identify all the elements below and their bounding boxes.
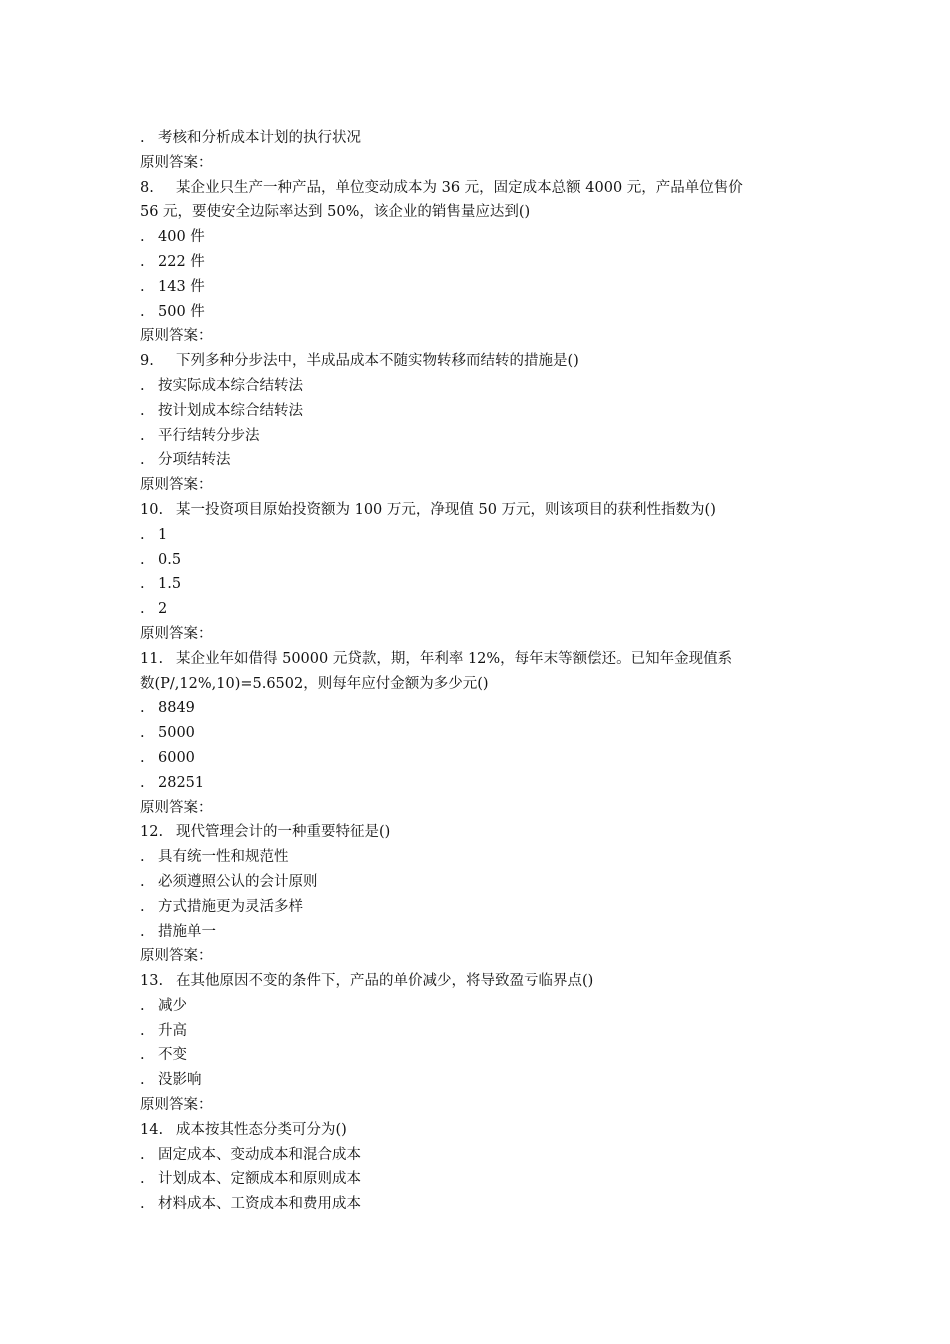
option-line — [140, 275, 820, 300]
option-marker: . — [140, 427, 145, 444]
question-line — [140, 349, 820, 374]
option-marker: . — [140, 749, 145, 766]
option-line — [140, 1019, 820, 1044]
option-marker: . — [140, 601, 145, 618]
option-text: 措施单一 — [158, 923, 216, 940]
question-line — [140, 176, 820, 201]
option-text: 28251 — [158, 774, 205, 791]
option-text: 500 件 — [158, 303, 205, 320]
option-marker: . — [140, 700, 145, 717]
question-continuation: 56 元，要使安全边际率达到 50%，该企业的销售量应达到() — [140, 204, 531, 221]
option-text: 222 件 — [158, 253, 205, 270]
option-marker: . — [140, 1171, 145, 1188]
option-text: 固定成本、变动成本和混合成本 — [158, 1146, 361, 1163]
option-line — [140, 721, 820, 746]
option-text: 方式措施更为灵活多样 — [158, 898, 303, 915]
option-marker: . — [140, 898, 145, 915]
question-number: 12. — [140, 824, 164, 841]
option-marker: . — [140, 551, 145, 568]
option-marker: . — [140, 1047, 145, 1064]
question-number: 10. — [140, 501, 164, 518]
option-line — [140, 1043, 820, 1068]
question-number: 14. — [140, 1121, 164, 1138]
option-line — [140, 572, 820, 597]
option-line — [140, 399, 820, 424]
answer-label: 原则答案： — [140, 948, 213, 965]
question-text: 某企业年如借得 50000 元贷款，期，年利率 12%，每年末等额偿还。已知年金现值系 — [176, 650, 733, 667]
option-text: 2 — [158, 601, 168, 618]
option-marker: . — [140, 1146, 145, 1163]
question-continuation: 数(P/,12%,10)=5.6502，则每年应付金额为多少元() — [140, 675, 489, 692]
option-marker: . — [140, 576, 145, 593]
option-line — [140, 250, 820, 275]
answer-label: 原则答案： — [140, 154, 213, 171]
option-line — [140, 424, 820, 449]
option-line — [140, 126, 820, 151]
question-number: 13. — [140, 973, 164, 990]
option-line — [140, 771, 820, 796]
option-marker: . — [140, 452, 145, 469]
option-text: 8849 — [158, 700, 195, 717]
question-line — [140, 647, 820, 672]
answer-label: 原则答案： — [140, 328, 213, 345]
option-text: 平行结转分步法 — [158, 427, 260, 444]
option-marker: . — [140, 849, 145, 866]
question-text: 现代管理会计的一种重要特征是() — [176, 824, 391, 841]
option-marker: . — [140, 377, 145, 394]
option-marker: . — [140, 774, 145, 791]
option-line — [140, 1167, 820, 1192]
option-text: 1.5 — [158, 576, 182, 593]
option-text: 没影响 — [158, 1072, 202, 1089]
option-marker: . — [140, 130, 145, 146]
option-marker: . — [140, 229, 145, 246]
question-number: 9. — [140, 353, 154, 370]
option-line — [140, 1068, 820, 1093]
question-line — [140, 1118, 820, 1143]
option-line — [140, 920, 820, 945]
document-page — [140, 126, 820, 1217]
option-line — [140, 746, 820, 771]
option-text: 400 件 — [158, 229, 205, 246]
option-text: 0.5 — [158, 551, 182, 568]
question-line — [140, 969, 820, 994]
option-line — [140, 374, 820, 399]
option-text: 6000 — [158, 749, 195, 766]
option-marker: . — [140, 303, 145, 320]
option-line — [140, 523, 820, 548]
option-text: 考核和分析成本计划的执行状况 — [158, 130, 361, 146]
option-text: 升高 — [158, 1022, 187, 1039]
option-marker: . — [140, 997, 145, 1014]
option-line — [140, 845, 820, 870]
answer-label: 原则答案： — [140, 799, 213, 816]
option-text: 5000 — [158, 725, 195, 742]
option-marker: . — [140, 1196, 145, 1213]
question-text: 在其他原因不变的条件下，产品的单价减少，将导致盈亏临界点() — [176, 973, 594, 990]
option-marker: . — [140, 526, 145, 543]
option-line — [140, 1192, 820, 1217]
question-text: 某企业只生产一种产品，单位变动成本为 36 元，固定成本总额 4000 元，产品单位售价 — [176, 179, 743, 196]
option-line — [140, 895, 820, 920]
option-marker: . — [140, 402, 145, 419]
answer-label: 原则答案： — [140, 477, 213, 494]
option-line — [140, 994, 820, 1019]
option-line — [140, 548, 820, 573]
option-text: 不变 — [158, 1047, 187, 1064]
option-text: 分项结转法 — [158, 452, 231, 469]
answer-label: 原则答案： — [140, 625, 213, 642]
question-text: 某一投资项目原始投资额为 100 万元，净现值 50 万元，则该项目的获利性指数为() — [176, 501, 716, 518]
option-text: 计划成本、定额成本和原则成本 — [158, 1171, 361, 1188]
option-line — [140, 300, 820, 325]
answer-label: 原则答案： — [140, 1097, 213, 1114]
option-text: 具有统一性和规范性 — [158, 849, 289, 866]
question-text: 下列多种分步法中，半成品成本不随实物转移而结转的措施是() — [176, 353, 579, 370]
option-marker: . — [140, 725, 145, 742]
option-marker: . — [140, 1072, 145, 1089]
option-text: 材料成本、工资成本和费用成本 — [158, 1196, 361, 1213]
option-text: 按计划成本综合结转法 — [158, 402, 303, 419]
question-text: 成本按其性态分类可分为() — [176, 1121, 347, 1138]
option-line — [140, 448, 820, 473]
option-text: 按实际成本综合结转法 — [158, 377, 303, 394]
question-number: 8. — [140, 179, 154, 196]
question-line — [140, 820, 820, 845]
option-line — [140, 1143, 820, 1168]
option-line — [140, 870, 820, 895]
option-line — [140, 597, 820, 622]
option-line — [140, 225, 820, 250]
option-marker: . — [140, 1022, 145, 1039]
option-line — [140, 696, 820, 721]
option-text: 减少 — [158, 997, 187, 1014]
question-line — [140, 498, 820, 523]
question-number: 11. — [140, 650, 164, 667]
option-text: 143 件 — [158, 278, 205, 295]
option-marker: . — [140, 873, 145, 890]
option-marker: . — [140, 278, 145, 295]
option-text: 1 — [158, 526, 168, 543]
option-marker: . — [140, 253, 145, 270]
option-text: 必须遵照公认的会计原则 — [158, 873, 318, 890]
option-marker: . — [140, 923, 145, 940]
